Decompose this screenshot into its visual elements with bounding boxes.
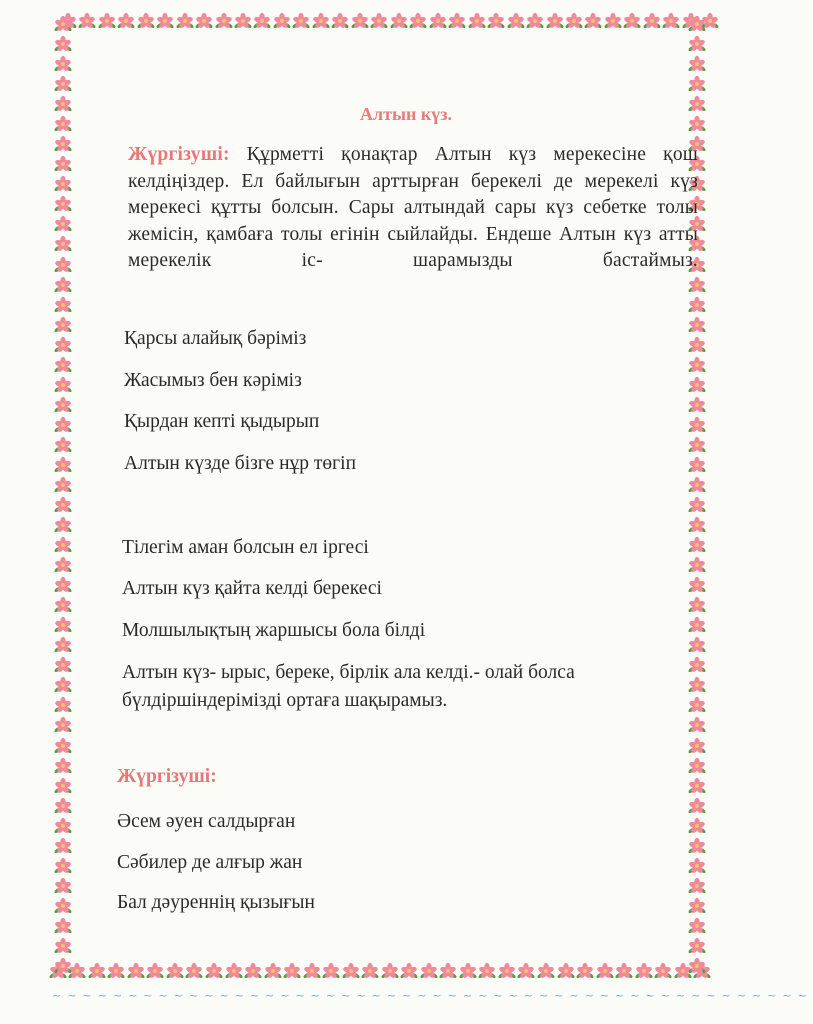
flower-ornament-icon bbox=[54, 215, 72, 233]
flower-ornament-icon bbox=[688, 356, 706, 374]
poem-line: Молшылықтың жаршысы бола білді bbox=[122, 620, 426, 641]
flower-ornament-icon bbox=[54, 877, 72, 895]
poem-line: Тілегім аман болсын ел іргесі bbox=[122, 537, 369, 558]
flower-ornament-icon bbox=[688, 115, 706, 133]
page-title: Алтын күз. bbox=[360, 104, 452, 124]
speaker-label: Жүргізуші: bbox=[128, 144, 230, 165]
poem-line: Қырдан кепті қыдырып bbox=[124, 411, 320, 432]
poem-line: Алтын күзде бізге нұр төгіп bbox=[124, 453, 357, 474]
flower-ornament-icon bbox=[487, 12, 505, 30]
flower-ornament-icon bbox=[688, 917, 706, 935]
flower-ornament-icon bbox=[439, 962, 457, 980]
flower-ornament-icon bbox=[517, 962, 535, 980]
flower-ornament-icon bbox=[88, 962, 106, 980]
flower-ornament-icon bbox=[498, 962, 516, 980]
flower-ornament-icon bbox=[688, 797, 706, 815]
flower-ornament-icon bbox=[146, 962, 164, 980]
flower-ornament-icon bbox=[54, 235, 72, 253]
flower-ornament-icon bbox=[54, 115, 72, 133]
flower-ornament-icon bbox=[688, 636, 706, 654]
flower-ornament-icon bbox=[54, 616, 72, 634]
flower-ornament-icon bbox=[54, 957, 72, 975]
flower-ornament-icon bbox=[688, 476, 706, 494]
poem-line: Қарсы алайық бәріміз bbox=[124, 328, 307, 349]
flower-ornament-icon bbox=[688, 536, 706, 554]
flower-ornament-icon bbox=[54, 436, 72, 454]
flower-ornament-icon bbox=[54, 75, 72, 93]
flower-ornament-icon bbox=[688, 957, 706, 975]
flower-ornament-icon bbox=[54, 15, 72, 33]
flower-ornament-icon bbox=[54, 596, 72, 614]
flower-ornament-icon bbox=[292, 12, 310, 30]
flower-ornament-icon bbox=[215, 12, 233, 30]
flower-ornament-icon bbox=[54, 676, 72, 694]
flower-ornament-icon bbox=[54, 296, 72, 314]
flower-ornament-icon bbox=[688, 716, 706, 734]
intro-text: Құрметті қонақтар Алтын күз мерекесіне қош келдіңіздер. Ел байлығын арттырған берекелі де мерекелі күз мерекесі құтты болсын. Сары алтындай сары күз себетке толы жемісін, қамбаға толы егінін сыйлайды. Ендеше Алтын күз атты мерекелік іс- шарамызды бастаймыз. bbox=[128, 144, 698, 271]
flower-border-left bbox=[50, 14, 76, 976]
flower-ornament-icon bbox=[331, 12, 349, 30]
flower-ornament-icon bbox=[322, 962, 340, 980]
flower-ornament-icon bbox=[448, 12, 466, 30]
flower-ornament-icon bbox=[156, 12, 174, 30]
flower-ornament-icon bbox=[54, 837, 72, 855]
flower-ornament-icon bbox=[342, 962, 360, 980]
flower-ornament-icon bbox=[54, 696, 72, 714]
flower-ornament-icon bbox=[688, 616, 706, 634]
flower-ornament-icon bbox=[54, 376, 72, 394]
flower-ornament-icon bbox=[381, 962, 399, 980]
flower-ornament-icon bbox=[565, 12, 583, 30]
flower-ornament-icon bbox=[420, 962, 438, 980]
flower-ornament-icon bbox=[662, 12, 680, 30]
flower-ornament-icon bbox=[54, 797, 72, 815]
flower-ornament-icon bbox=[107, 962, 125, 980]
flower-ornament-icon bbox=[166, 962, 184, 980]
flower-ornament-icon bbox=[54, 496, 72, 514]
flower-ornament-icon bbox=[137, 12, 155, 30]
flower-ornament-icon bbox=[176, 12, 194, 30]
flower-ornament-icon bbox=[688, 516, 706, 534]
flower-ornament-icon bbox=[273, 12, 291, 30]
flower-ornament-icon bbox=[688, 15, 706, 33]
flower-ornament-icon bbox=[584, 12, 602, 30]
flower-ornament-icon bbox=[54, 476, 72, 494]
flower-ornament-icon bbox=[54, 817, 72, 835]
flower-ornament-icon bbox=[688, 596, 706, 614]
flower-ornament-icon bbox=[688, 456, 706, 474]
flower-ornament-icon bbox=[688, 336, 706, 354]
flower-ornament-icon bbox=[546, 12, 564, 30]
flower-ornament-icon bbox=[688, 436, 706, 454]
flower-ornament-icon bbox=[688, 576, 706, 594]
flower-ornament-icon bbox=[312, 12, 330, 30]
flower-ornament-icon bbox=[54, 757, 72, 775]
flower-ornament-icon bbox=[264, 962, 282, 980]
flower-ornament-icon bbox=[688, 396, 706, 414]
flower-ornament-icon bbox=[54, 897, 72, 915]
flower-ornament-icon bbox=[688, 857, 706, 875]
flower-ornament-icon bbox=[635, 962, 653, 980]
flower-ornament-icon bbox=[54, 636, 72, 654]
flower-ornament-icon bbox=[576, 962, 594, 980]
flower-ornament-icon bbox=[688, 656, 706, 674]
flower-ornament-icon bbox=[54, 155, 72, 173]
flower-ornament-icon bbox=[54, 937, 72, 955]
flower-ornament-icon bbox=[54, 716, 72, 734]
flower-ornament-icon bbox=[54, 135, 72, 153]
flower-ornament-icon bbox=[205, 962, 223, 980]
flower-ornament-icon bbox=[688, 75, 706, 93]
flower-ornament-icon bbox=[537, 962, 555, 980]
intro-paragraph bbox=[128, 142, 698, 275]
flower-ornament-icon bbox=[604, 12, 622, 30]
flower-ornament-icon bbox=[429, 12, 447, 30]
flower-ornament-icon bbox=[54, 516, 72, 534]
flower-ornament-icon bbox=[54, 256, 72, 274]
flower-ornament-icon bbox=[303, 962, 321, 980]
poem-line: Жасымыз бен кәріміз bbox=[124, 370, 302, 391]
flower-ornament-icon bbox=[468, 12, 486, 30]
flower-ornament-icon bbox=[688, 55, 706, 73]
flower-ornament-icon bbox=[54, 356, 72, 374]
flower-ornament-icon bbox=[688, 777, 706, 795]
flower-ornament-icon bbox=[244, 962, 262, 980]
flower-ornament-icon bbox=[54, 55, 72, 73]
poem-line: Әсем әуен салдырған bbox=[117, 811, 296, 832]
flower-ornament-icon bbox=[643, 12, 661, 30]
flower-ornament-icon bbox=[370, 12, 388, 30]
flower-ornament-icon bbox=[688, 817, 706, 835]
flower-ornament-icon bbox=[117, 12, 135, 30]
flower-ornament-icon bbox=[688, 937, 706, 955]
flower-ornament-icon bbox=[409, 12, 427, 30]
flower-ornament-icon bbox=[688, 496, 706, 514]
flower-ornament-icon bbox=[688, 897, 706, 915]
flower-ornament-icon bbox=[688, 35, 706, 53]
flower-ornament-icon bbox=[234, 12, 252, 30]
flower-ornament-icon bbox=[54, 556, 72, 574]
flower-ornament-icon bbox=[54, 175, 72, 193]
flower-ornament-icon bbox=[654, 962, 672, 980]
flower-ornament-icon bbox=[54, 777, 72, 795]
flower-ornament-icon bbox=[688, 556, 706, 574]
flower-ornament-icon bbox=[185, 962, 203, 980]
flower-ornament-icon bbox=[54, 195, 72, 213]
flower-ornament-icon bbox=[688, 376, 706, 394]
flower-border-bottom bbox=[48, 958, 712, 984]
flower-ornament-icon bbox=[688, 95, 706, 113]
flower-ornament-icon bbox=[54, 396, 72, 414]
poem-line: Алтын күз қайта келді берекесі bbox=[122, 578, 382, 599]
flower-ornament-icon bbox=[507, 12, 525, 30]
flower-ornament-icon bbox=[688, 416, 706, 434]
flower-ornament-icon bbox=[351, 12, 369, 30]
flower-ornament-icon bbox=[195, 12, 213, 30]
flower-border-top bbox=[58, 8, 720, 34]
flower-ornament-icon bbox=[688, 757, 706, 775]
poem-line: Бал дәуреннің қызығын bbox=[117, 892, 315, 913]
flower-ornament-icon bbox=[54, 576, 72, 594]
flower-ornament-icon bbox=[361, 962, 379, 980]
flower-ornament-icon bbox=[526, 12, 544, 30]
flower-ornament-icon bbox=[54, 857, 72, 875]
flower-ornament-icon bbox=[54, 35, 72, 53]
flower-ornament-icon bbox=[615, 962, 633, 980]
flower-ornament-icon bbox=[688, 276, 706, 294]
flower-ornament-icon bbox=[54, 276, 72, 294]
flower-ornament-icon bbox=[688, 737, 706, 755]
flower-ornament-icon bbox=[596, 962, 614, 980]
swirl-ornament-row: ~~~~~~~~~~~~~~~~~~~~~~~~~~~~~~~~~~~~~~~~~~~~~~~~~~ bbox=[52, 989, 813, 1002]
flower-ornament-icon bbox=[54, 737, 72, 755]
flower-ornament-icon bbox=[98, 12, 116, 30]
flower-ornament-icon bbox=[78, 12, 96, 30]
flower-ornament-icon bbox=[54, 536, 72, 554]
flower-ornament-icon bbox=[54, 656, 72, 674]
flower-ornament-icon bbox=[688, 296, 706, 314]
flower-ornament-icon bbox=[623, 12, 641, 30]
flower-ornament-icon bbox=[688, 676, 706, 694]
flower-ornament-icon bbox=[54, 316, 72, 334]
flower-ornament-icon bbox=[478, 962, 496, 980]
flower-ornament-icon bbox=[283, 962, 301, 980]
flower-ornament-icon bbox=[688, 696, 706, 714]
flower-ornament-icon bbox=[127, 962, 145, 980]
flower-ornament-icon bbox=[400, 962, 418, 980]
flower-ornament-icon bbox=[459, 962, 477, 980]
flower-ornament-icon bbox=[557, 962, 575, 980]
flower-ornament-icon bbox=[225, 962, 243, 980]
flower-ornament-icon bbox=[253, 12, 271, 30]
flower-ornament-icon bbox=[390, 12, 408, 30]
flower-ornament-icon bbox=[54, 336, 72, 354]
flower-ornament-icon bbox=[54, 456, 72, 474]
flower-ornament-icon bbox=[688, 316, 706, 334]
flower-ornament-icon bbox=[54, 416, 72, 434]
flower-ornament-icon bbox=[54, 917, 72, 935]
poem-line: Сәбилер де алғыр жан bbox=[117, 852, 303, 873]
closing-paragraph: Алтын күз- ырыс, береке, бірлік ала келді.- олай болса бүлдіршіндерімізді ортаға шақырамыз. bbox=[122, 662, 575, 711]
flower-ornament-icon bbox=[54, 95, 72, 113]
flower-ornament-icon bbox=[688, 837, 706, 855]
flower-ornament-icon bbox=[688, 877, 706, 895]
speaker-label-2: Жүргізуші: bbox=[117, 766, 217, 787]
